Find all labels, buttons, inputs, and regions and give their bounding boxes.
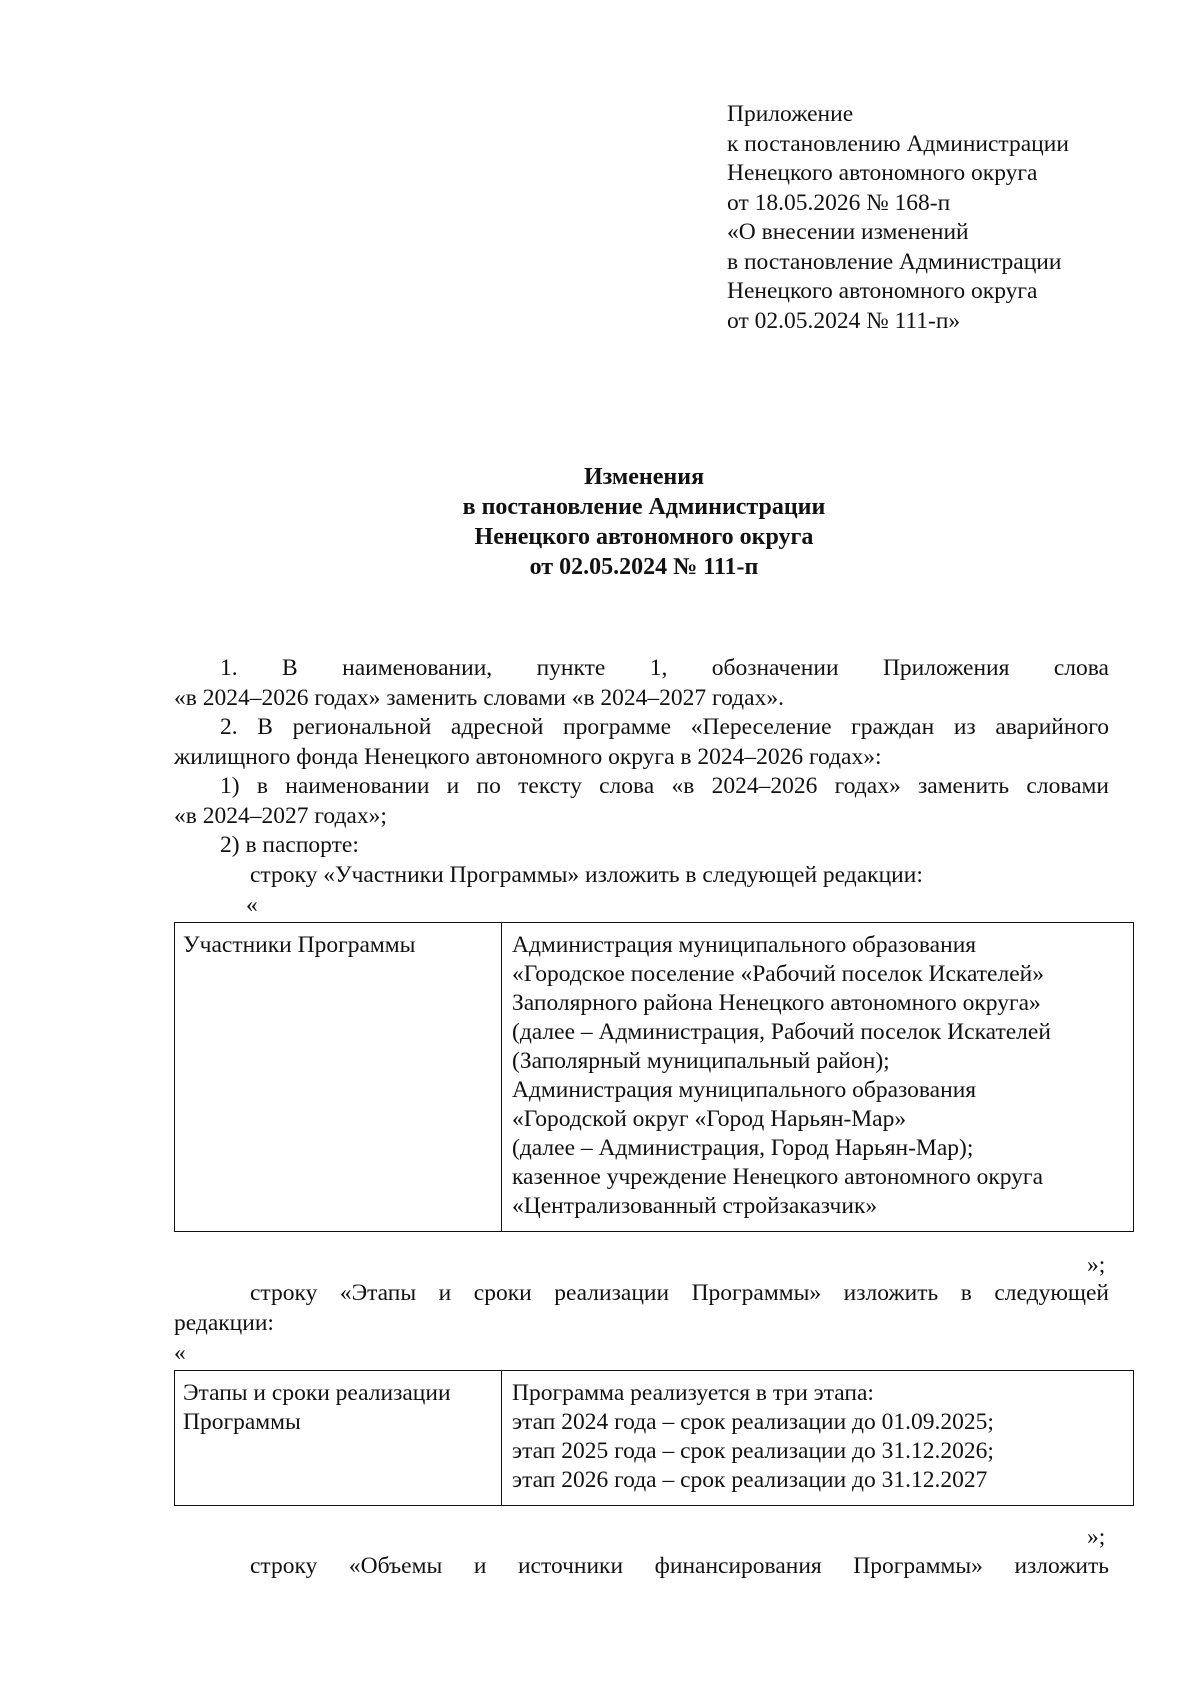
body-section-1 [174,654,1109,890]
appendix-line: от 02.05.2024 № 111-п» [727,307,961,334]
open-quote-1: « [246,892,258,918]
participants-label-cell [175,923,502,1232]
participants-line: «Централизованный стройзаказчик» [512,1193,878,1219]
title-line: Ненецкого автономного округа [474,524,814,550]
appendix-line: Приложение [727,101,854,127]
appendix-line: «О внесении изменений [727,219,969,245]
stages-label-cell [175,1371,502,1506]
title-line: в постановление Администрации [462,494,826,520]
paragraph-1-line-2: «в 2024–2026 годах» заменить словами «в 2024–2027 годах». [174,684,784,711]
participants-line: Администрация муниципального образования [512,932,977,958]
participants-line: Администрация муниципального образования [512,1077,977,1103]
stages-line: этап 2026 года – срок реализации до 31.12.2027 [512,1467,988,1493]
appendix-header [727,100,1069,336]
participants-label: Участники Программы [183,932,416,958]
participants-line: (далее – Администрация, Рабочий поселок Искателей [512,1019,1051,1045]
table-row [175,923,1134,1232]
appendix-line: Ненецкого автономного округа [727,278,1038,304]
close-quote-1: »; [1087,1252,1106,1278]
stages-label-line: Этапы и сроки реализации [183,1380,451,1406]
participants-line: «Городское поселение «Рабочий поселок Искателей» [512,961,1044,987]
paragraph-7: строку «Объемы и источники финансирования Программы» изложить [250,1553,1109,1579]
participants-line: казенное учреждение Ненецкого автономного округа [512,1164,1043,1190]
stages-value-cell [502,1371,1134,1506]
paragraph-4: 2) в паспорте: [220,832,359,858]
title-line: от 02.05.2024 № 111-п [529,554,759,580]
stages-label-line: Программы [183,1409,301,1435]
participants-line: «Городской округ «Город Нарьян-Мар» [512,1106,907,1132]
appendix-line: к постановлению Администрации [727,130,1069,157]
participants-line: Заполярного района Ненецкого автономного округа» [512,990,1041,1016]
close-quote-2: »; [1087,1524,1106,1550]
participants-table [174,922,1134,1232]
paragraph-3-line-2: «в 2024–2027 годах»; [174,802,387,829]
participants-value-cell [502,923,1134,1232]
table-row [175,1371,1134,1506]
paragraph-6-line-2: редакции: [174,1309,274,1336]
stages-table [174,1370,1134,1506]
appendix-line: от 18.05.2026 № 168-п [727,189,951,216]
title-line: Изменения [583,464,705,490]
document-title [0,462,1200,582]
stages-line: этап 2025 года – срок реализации до 31.12.2026; [512,1438,994,1464]
paragraph-5: строку «Участники Программы» изложить в следующей редакции: [250,861,923,888]
stages-line: этап 2024 года – срок реализации до 01.09.2025; [512,1409,994,1435]
appendix-line: Ненецкого автономного округа [727,160,1038,186]
paragraph-1-line-1: 1. В наименовании, пункте 1, обозначении Приложения слова [220,655,1109,681]
body-section-2 [174,1279,1109,1338]
paragraph-3-line-1: 1) в наименовании и по тексту слова «в 2024–2026 годах» заменить словами [220,773,1109,799]
body-section-3 [174,1552,1109,1582]
open-quote-2: « [174,1340,186,1366]
participants-line: (далее – Администрация, Город Нарьян-Мар); [512,1135,974,1161]
paragraph-6-line-1: строку «Этапы и сроки реализации Программы» изложить в следующей [250,1280,1109,1306]
paragraph-2-line-2: жилищного фонда Ненецкого автономного округа в 2024–2026 годах»: [174,743,882,770]
paragraph-2-line-1: 2. В региональной адресной программе «Переселение граждан из аварийного [220,714,1109,740]
appendix-line: в постановление Администрации [727,248,1062,275]
stages-line: Программа реализуется в три этапа: [512,1380,874,1406]
participants-line: (Заполярный муниципальный район); [512,1048,890,1074]
